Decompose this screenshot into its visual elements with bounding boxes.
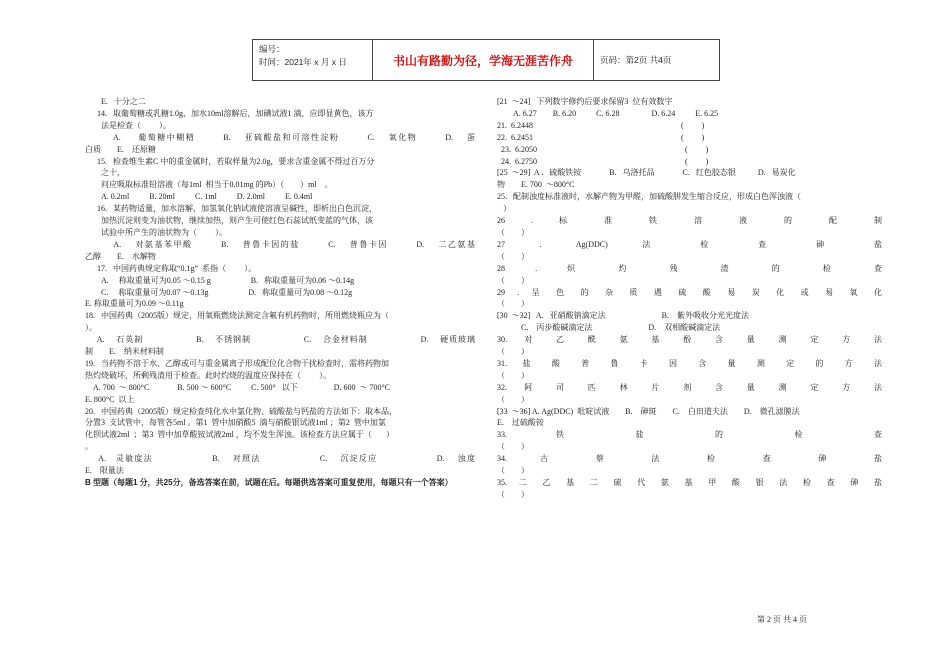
header-page-number: 页码：第2页 共4页 <box>600 55 672 65</box>
text-line: E. 800°C 以上 <box>85 394 135 404</box>
text-line: 29 . 呈 色 的 杂 质 遇 硫 酸 易 炭 化 或 易 氧 化 <box>497 287 882 297</box>
page-header <box>252 39 720 81</box>
right-column <box>497 96 882 501</box>
text-line: 试验中所产生的油状物为（ ）。 <box>85 227 227 237</box>
text-line: E. 十分之二 <box>85 97 146 106</box>
text-line: E. 称取重量可为0.09 ～0.11g <box>85 299 184 309</box>
text-line: 31. 盐 酸 普 鲁 卡 因 含 量 测 定 的 方 法 <box>497 358 882 368</box>
section-b-title: B 型题（每题1 分，共25分，备选答案在前，试题在后。每题供选答案可重复使用，每题只有一个答案） <box>85 478 453 487</box>
text-line: 热灼烧破坏，所剩残渣用于检查。此时灼烧的温度应保持在（ ）。 <box>85 370 331 380</box>
text-line: （ ） <box>497 251 529 261</box>
text-line: A. 700 ～ 800°C B. 500 ～ 600°C C. 500° 以下 D. 600 ～ 700°C <box>85 382 391 392</box>
text-line: （ ） <box>497 347 529 357</box>
text-line: 30. 对 乙 酰 氨 基 酚 含 量 测 定 方 法 <box>497 335 882 345</box>
text-line: 23. 6.2050 ( ) <box>497 144 709 154</box>
text-line: 20. 中国药典（2005版）规定检查纯化水中氯化物、硫酸盐与钙盐的方法如下：取本品， <box>85 406 397 416</box>
text-line: 14. 取葡萄糖或乳糖1.0g，加水10ml溶解后，加碘试液1 滴，应即显黄色，该方 <box>85 108 374 118</box>
text-line: 22. 6.2451 ( ) <box>497 132 705 142</box>
header-meta <box>253 40 373 80</box>
header-number: 编号： <box>259 44 285 54</box>
right-question-lines <box>497 96 882 501</box>
text-line: C. 丙步酸碱滴定法 D. 双相酸碱滴定法 <box>497 323 721 333</box>
text-line: 34. 古 蔡 法 检 查 砷 盐 <box>497 454 882 464</box>
text-line: 17. 中国药典规定称取“0.1g” 系指（ ）。 <box>85 263 257 273</box>
text-line: ） <box>497 204 511 214</box>
text-line: E. 限量法 <box>85 466 124 476</box>
text-line: 19. 当药物不溶于水、乙醇或可与重金属离子形成配位化合物干扰检查时，需将药物加 <box>85 358 389 368</box>
text-line: 35. 二 乙 基 二 硫 代 氨 基 甲 酸 银 法 检 查 砷 盐 <box>497 478 882 487</box>
text-line: （ ） <box>497 394 529 404</box>
left-column <box>85 96 475 489</box>
text-line: 白质 E. 还原糖 <box>85 144 156 154</box>
text-line: C. 称取重量可为0.07 ～0.13g D. 称取重量可为0.08 ～0.12g <box>85 287 353 297</box>
text-line: E. 过硫酸铵 <box>497 418 544 428</box>
text-line: A. 0.2ml B. 20ml C. 1ml D. 2.0ml E. 0.4ml <box>85 192 313 202</box>
text-line: （ ） <box>497 442 529 452</box>
text-line: 33. 铁 盐 的 检 查 <box>497 430 882 440</box>
text-line: 16. 某药物适量，加水溶解，加氢氧化钠试液使溶液呈碱性，即析出白色沉淀， <box>85 204 377 214</box>
text-line: 24. 6.2750 ( ) <box>497 156 709 166</box>
text-line: （ ） <box>497 227 529 237</box>
text-line: A. 对氨基苯甲酸 B. 普鲁卡因的盐 C. 普鲁卡因 D. 二乙氨基 <box>85 239 475 249</box>
text-line: 21. 6.2448 ( ) <box>497 120 705 130</box>
text-line: A. 灵敏度法 B. 对照法 C. 沉淀反应 D. 浊度 <box>85 454 475 464</box>
text-line: 之十， <box>85 168 125 178</box>
text-line: ）。 <box>85 323 97 333</box>
text-line: （ ） <box>497 489 529 499</box>
header-motto: 书山有路勤为径，学海无涯苦作舟 <box>373 40 594 80</box>
text-line: 分置3 支试管中，每管各5ml 。第1 管中加硝酸5 滴与硝酸银试液1ml ；第2 管中加氯 <box>85 418 386 428</box>
left-question-lines <box>85 96 475 477</box>
text-line: （ ） <box>497 299 529 309</box>
text-line: [25 ～29] A ．硫酸铁铵 B. 乌洛托品 C. 红色胶态银 D. 易炭化 <box>497 168 796 178</box>
text-line: A. 石英制 B. 不锈钢制 C. 合金材料制 D. 硬质玻璃 <box>85 335 475 345</box>
text-line: 25．配制浊度标准液时，水解产物为甲醛，加硫酸肼发生缩合反应，形成白色浑浊液（ <box>497 192 801 202</box>
text-line: A. 葡萄糖中糊精 B. 亚硫酸盐和可溶性淀粉 C. 氧化物 D. 蛋 <box>85 132 476 142</box>
text-line: 乙醇 E. 水解物 <box>85 251 156 261</box>
text-line: （ ） <box>497 275 529 285</box>
text-line: 28 . 炽 灼 残 渣 的 检 查 <box>497 263 882 273</box>
text-line: 加热沉淀则变为油状物，继续加热，则产生可使红色石蕊试纸变蓝的气体，该 <box>85 216 373 226</box>
text-line: （ ） <box>497 466 529 476</box>
text-line: 物 E. 700 ～800°C <box>497 180 575 190</box>
text-line: 27 . Ag(DDC) 法 检 查 砷 盐 <box>497 239 882 249</box>
text-line: A. 称取重量可为0.05 ～0.15 g B. 称取重量可为0.06 ～0.14g <box>85 275 355 285</box>
text-line: 。 <box>85 442 93 452</box>
text-line: 26 . 标 准 铁 溶 液 的 配 制 <box>497 216 882 226</box>
text-line: [33 ～36] A. Ag(DDC) 吡啶试液 B. 砷斑 C. 白田道夫法 D. 微孔滤膜法 <box>497 406 800 416</box>
text-line: A. 6.27 B. 6.20 C. 6.28 D. 6.24 E. 6.25 <box>497 108 719 118</box>
text-line: 15. 检查维生素C 中的重金属时，若取样量为2.0g，要求含重金属不得过百万分 <box>85 156 375 166</box>
text-line: 18. 中国药典（2005版）规定，用氧瓶燃烧法测定含氟有机药物时，所用燃烧瓶应为（ <box>85 311 389 321</box>
header-time: 时间：2021年 x 月 x 日 <box>259 57 347 67</box>
text-line: 32. 阿 司 匹 林 片 剂 含 量 测 定 方 法 <box>497 382 882 392</box>
text-line: 问应吸取标准铅溶液（每1ml 相当于0.01mg 的Pb）（ ）ml 。 <box>85 180 333 190</box>
text-line: 制 E. 纳米材料制 <box>85 347 164 357</box>
text-line: [21 ～24] 下列数字修约后要求保留3 位有效数字 <box>497 97 673 106</box>
text-line: 化钡试液2ml ；第3 管中加草酸铵试液2ml ，均不发生浑浊。该检查方法应属于（ ） <box>85 430 394 440</box>
text-line: （ ） <box>497 370 529 380</box>
text-line: [30 ～32] A. 亚硝酸钠滴定法 B. 紫外吸收分光光度法 <box>497 311 749 321</box>
text-line: 法是检查（ ）。 <box>85 120 171 130</box>
page-footer: 第 2 页 共 4 页 <box>757 615 807 624</box>
